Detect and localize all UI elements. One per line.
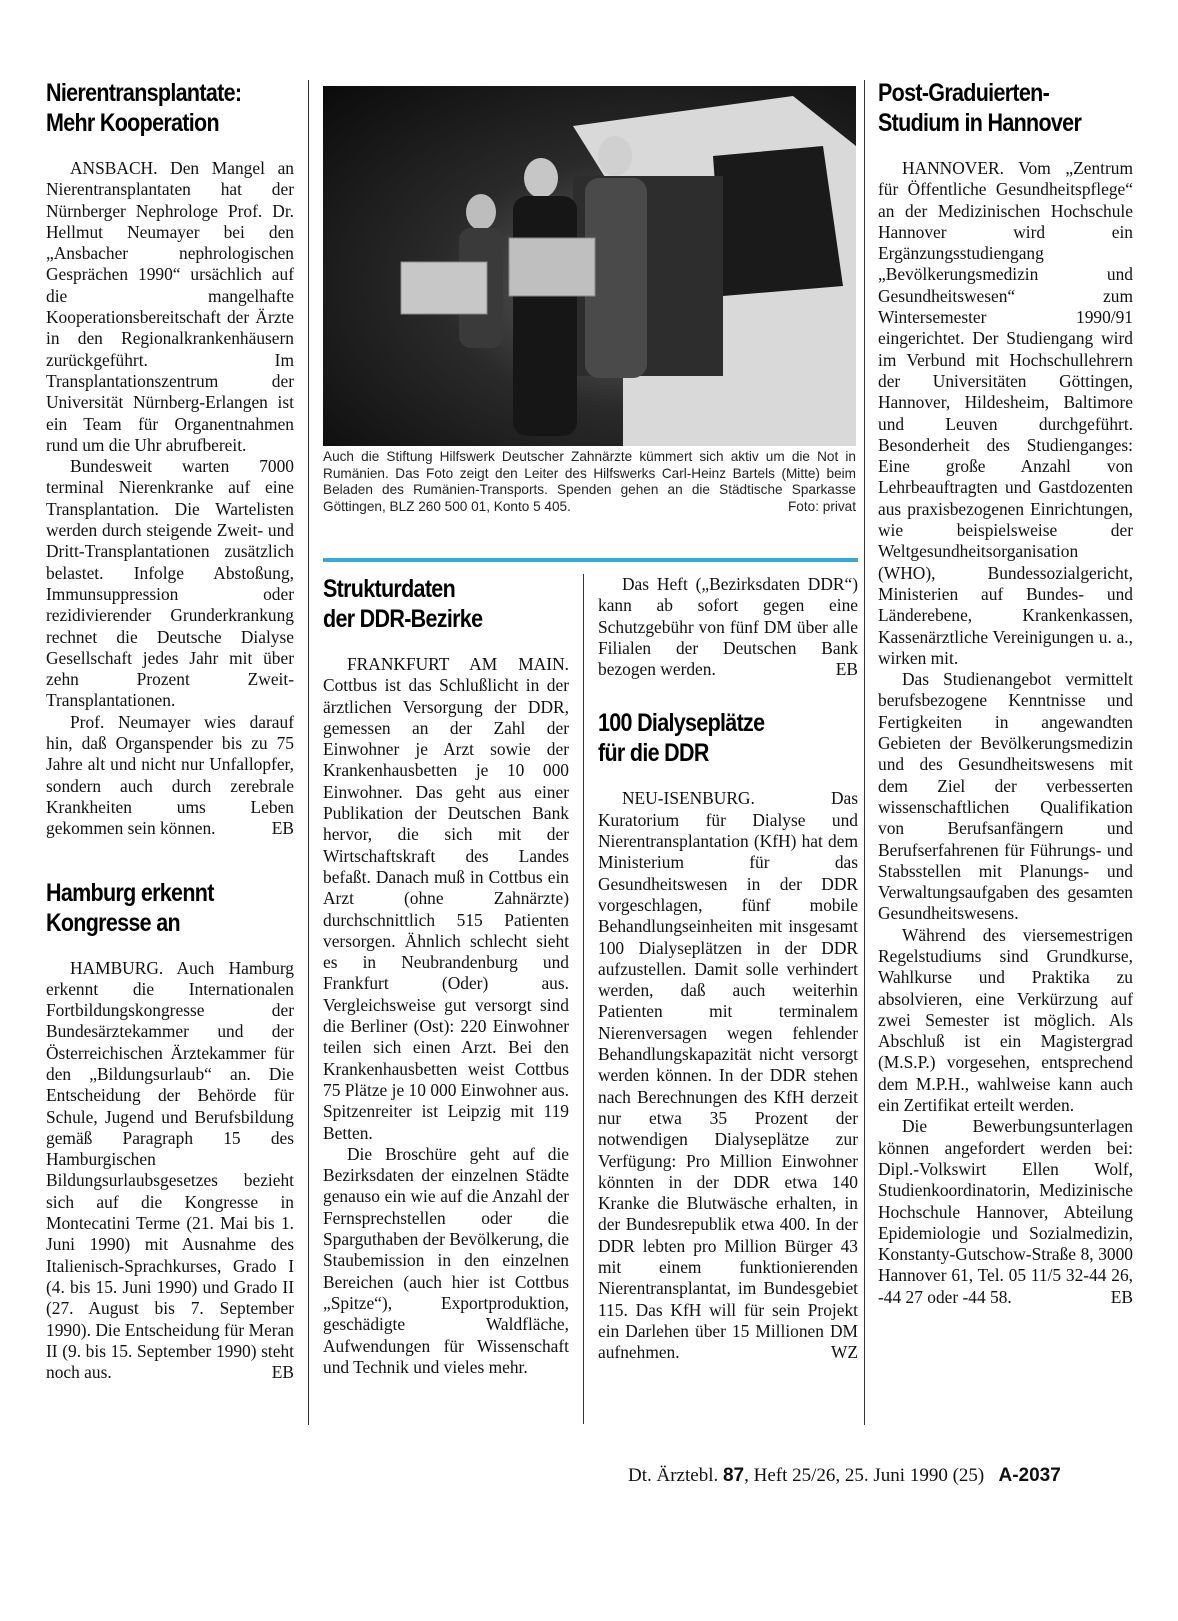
article-strukturdaten-continuation	[598, 574, 858, 680]
left-column	[46, 78, 294, 1383]
person-head	[598, 136, 632, 176]
article-nierentransplantate	[46, 78, 294, 840]
author-signature: EB	[835, 659, 858, 680]
paragraph: ANSBACH. Den Mangel an Nierentransplantaten hat der Nürnberger Nephrologe Prof. Dr. Hellmut Neumayer bei den „Ansbacher nephrologischen Gesprächen 1990“ ursächlich auf die mangelhafte Kooperationsbereitschaft der Ärzte in den Regionalkrankenhäusern zurückgeführt. Im Transplantationszentrum der Universität Nürnberg-Erlangen ist ein Team für Organentnahmen rund um die Uhr abrufbereit.	[46, 158, 294, 455]
paragraph: Das Heft („Bezirksdaten DDR“) kann ab sofort gegen eine Schutzgebühr von fünf DM über alle Filialen der Deutschen Bank bezogen werden.	[598, 574, 858, 680]
person-head	[466, 194, 496, 230]
paragraph: HANNOVER. Vom „Zentrum für Öffentliche Gesundheitspflege“ an der Medizinischen Hochschule Hannover wird ein Ergänzungsstudiengang „Bevölkerungsmedizin und Gesundheitswesen“ zum Wintersemester 1990/91 eingerichtet. Der Studiengang wird im Verbund mit Hochschullehrern der Universitäten Göttingen, Hannover, Hildesheim, Baltimore und Leuven durchgeführt. Besonderheit des Studienganges: Eine große Anzahl von Lehrbeauftragten und Gastdozenten aus praxisbezogenen Einrichtungen, wie beispielsweise der Weltgesundheitsorganisation (WHO), Bundessozialgericht, Ministerien auf Bundes- und Länderebene, Krankenkassen, Kassenärztliche Vereinigungen u. a., wirken mit.	[878, 158, 1133, 668]
author-signature: EB	[271, 818, 294, 839]
paragraph: Bundesweit warten 7000 terminal Nierenkranke auf eine Transplantation. Die Wartelisten werden durch steigende Zweit- und Dritt-Transplantationen zusätzlich belastet. Infolge Abstoßung, Immunsuppression oder rezidivierender Grunderkrankung rechnet die Deutsche Dialyse Gesellschaft jedes Jahr mit über zehn Prozent Zweit-Transplantationen.	[46, 456, 294, 711]
page-number: A-2037	[998, 1465, 1061, 1486]
column-rule-middle	[583, 574, 584, 1424]
headline-hamburg: Hamburg erkennt Kongresse an	[46, 878, 214, 937]
journal-volume: 87	[722, 1465, 745, 1486]
page-footer	[628, 1465, 1061, 1487]
paragraph: HAMBURG. Auch Hamburg erkennt die Internationalen Fortbildungskongresse der Bundesärztekammer und der Österreichischen Ärztekammer für den „Bildungsurlaub“ an. Die Entscheidung der Behörde für Schule, Jugend und Berufsbildung gemäß Paragraph 15 des Hamburgischen Bildungsurlaubsgesetzes bezieht sich auf die Kongresse in Montecatini Terme (21. Mai bis 1. Juni 1990) mit Ausnahme des Italienisch-Sprachkurses, Grado I (4. bis 15. Juni 1990) und Grado II (27. August bis 7. September 1990). Die Entscheidung für Meran II (9. bis 15. September 1990) steht noch aus.	[46, 957, 294, 1383]
paragraph: Während des viersemestrigen Regelstudiums sind Grundkurse, Wahlkurse und Praktika zu absolvieren, eine Verkürzung auf zwei Semester ist möglich. Als Abschluß ist ein Magistergrad (M.S.P.) vorgesehen, entsprechend dem M.P.H., wahlweise kann auch ein Zertifikat erteilt werden.	[878, 924, 1133, 1116]
person-head	[524, 158, 558, 198]
author-signature: EB	[271, 1362, 294, 1383]
paragraph: Prof. Neumayer wies darauf hin, daß Organspender bis zu 75 Jahre alt und nicht nur Unfallopfer, sondern auch durch zerebrale Krankheiten ums Leben gekommen sein können.	[46, 711, 294, 839]
paragraph: Die Bewerbungsunterlagen können angefordert werden bei: Dipl.-Volkswirt Ellen Wolf, Studienkoordinatorin, Medizinische Hochschule Hannover, Abteilung Epidemiologie und Sozialmedizin, Konstanty-Gutschow-Straße 8, 3000 Hannover 61, Tel. 05 11/5 32-44 26, -44 27 oder -44 58.	[878, 1116, 1133, 1307]
cardboard-box	[401, 262, 487, 314]
middle-column-left	[323, 574, 569, 1378]
article-hannover	[878, 78, 1133, 1308]
article-hamburg	[46, 878, 294, 1384]
headline-hannover: Post-Graduierten- Studium in Hannover	[878, 79, 1082, 137]
right-column	[878, 78, 1133, 1308]
cardboard-box	[509, 238, 595, 296]
middle-column-right	[598, 574, 858, 1364]
photo-illustration	[323, 86, 856, 446]
journal-name: Dt. Ärztebl.	[628, 1465, 719, 1486]
article-strukturdaten	[323, 574, 569, 1378]
issue-info: , Heft 25/26, 25. Juni 1990 (25)	[744, 1465, 985, 1486]
author-signature: EB	[1110, 1286, 1133, 1307]
column-rule-right	[864, 80, 865, 1425]
news-photo	[323, 86, 856, 446]
headline-nierentransplantate: Nierentransplantate: Mehr Kooperation	[46, 79, 242, 137]
headline-strukturdaten: Strukturdaten der DDR-Bezirke	[323, 575, 483, 633]
paragraph: Die Broschüre geht auf die Bezirksdaten der einzelnen Städte genauso ein wie auf die Anzahl der Fernsprechstellen oder die Sparguthaben der Bevölkerung, die Staubemission in den einzelnen Bereichen (auch hier ist Cottbus „Spitze“), Exportproduktion, geschädigte Waldfläche, Aufwendungen für Wissenschaft und Technik und vieles mehr.	[323, 1143, 569, 1377]
photo-caption: Auch die Stiftung Hilfswerk Deutscher Zahnärzte kümmert sich aktiv um die Not in Rumänien. Das Foto zeigt den Leiter des Hilfswerks Carl-Heinz Bartels (Mitte) beim Beladen des Rumänien-Transports. Spenden gehen an die Städtische Sparkasse Göttingen, BLZ 260 500 01, Konto 5 405. Foto: privat	[323, 449, 856, 514]
headline-dialyse: 100 Dialyseplätze für die DDR	[598, 709, 765, 768]
photo-credit: Foto: privat	[788, 498, 856, 514]
article-dialyse	[598, 708, 858, 1363]
van-window	[713, 146, 843, 296]
author-signature: WZ	[830, 1342, 858, 1363]
person-body	[513, 196, 577, 436]
paragraph: FRANKFURT AM MAIN. Cottbus ist das Schlußlicht in der ärztlichen Versorgung der DDR, gemessen an der Zahl der Einwohner je Arzt sowie der Krankenhausbetten je 10 000 Einwohner. Das geht aus einer Publikation der Deutschen Bank hervor, die sich mit der Wirtschaftskraft des Landes befaßt. Danach muß in Cottbus ein Arzt (ohne Zahnärzte) durchschnittlich 515 Patienten versorgen. Ähnlich schlecht sieht es in Neubrandenburg und Frankfurt (Oder) aus. Vergleichsweise gut versorgt sind die Berliner (Ost): 220 Einwohner teilen sich einen Arzt. Bei den Krankenhausbetten weist Cottbus 75 Plätze je 10 000 Einwohner aus. Spitzenreiter ist Leipzig mit 119 Betten.	[323, 654, 569, 1143]
paragraph: NEU-ISENBURG. Das Kuratorium für Dialyse und Nierentransplantation (KfH) hat dem Ministerium für das Gesundheitswesen in der DDR vorgeschlagen, fünf mobile Behandlungseinheiten mit insgesamt 100 Dialyseplätzen in der DDR aufzustellen. Damit solle verhindert werden, daß auch weiterhin Patienten mit terminalem Nierenversagen wegen fehlender Behandlungskapazität nicht versorgt werden können. In der DDR stehen nach Berechnungen des KfH derzeit nur etwa 35 Prozent der notwendigen Dialyseplätze zur Verfügung: Pro Million Einwohner könnten in der DDR etwa 140 Kranke die Blutwäsche erhalten, in der Bundesrepublik etwa 400. In der DDR lebten pro Million Bürger 43 mit einem funktionierenden Nierentransplantat, im Bundesgebiet 115. Das KfH will für sein Projekt ein Darlehen über 15 Millionen DM aufnehmen.	[598, 788, 858, 1363]
paragraph: Das Studienangebot vermittelt berufsbezogene Kenntnisse und Fertigkeiten in angewandten Gebieten der Bevölkerungsmedizin und des Gesundheitswesens mit dem Ziel der verbesserten wissenschaftlichen Qualifikation von Berufsanfängern und Berufserfahrenen für Führungs- und Stabsstellen mit Planungs- und Verwaltungsaufgaben des gesamten Gesundheitswesens.	[878, 669, 1133, 924]
column-rule-left	[308, 80, 309, 1425]
accent-rule	[323, 558, 858, 562]
